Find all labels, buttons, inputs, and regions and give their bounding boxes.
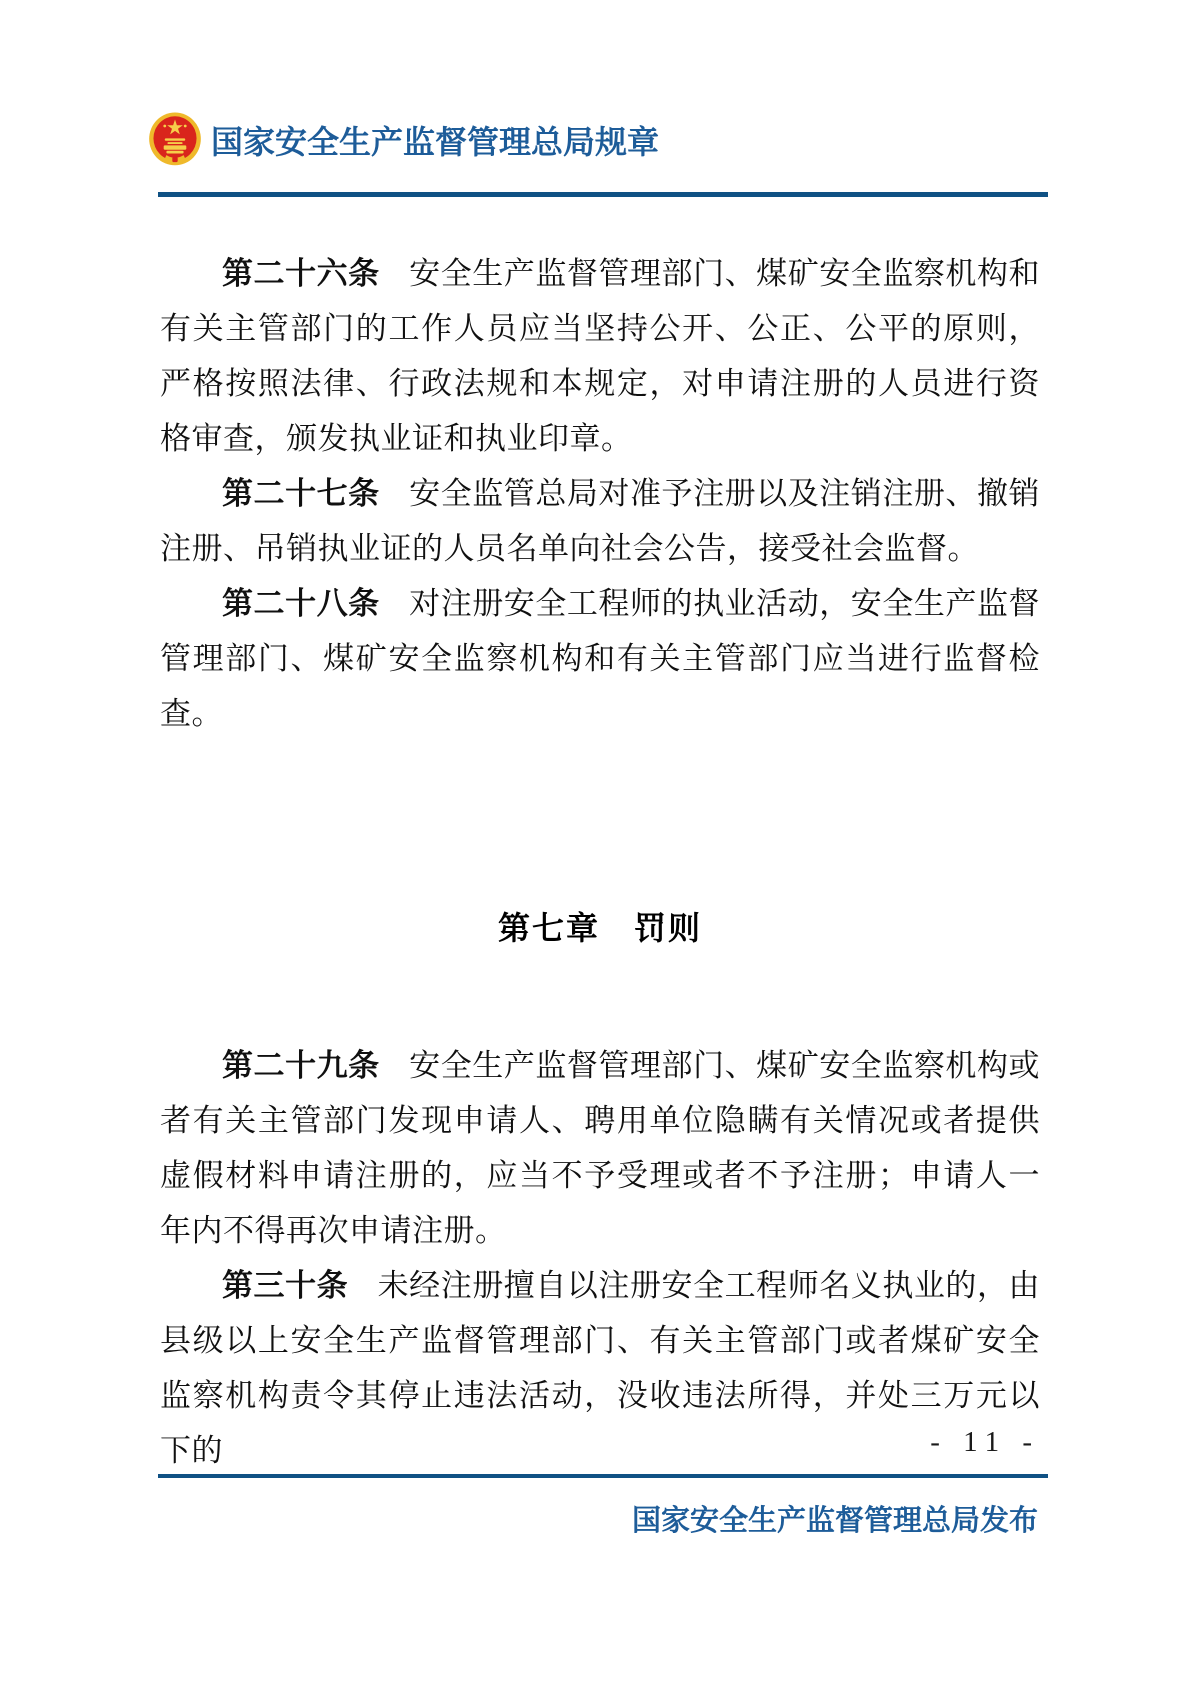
article-paragraph	[160, 246, 1040, 466]
article-number: 第二十八条	[222, 586, 380, 621]
article-text: 安全监管总局对准予注册以及注销注册、撤销注册、吊销执业证的人员名单向社会公告，接受社会监督。	[160, 476, 1041, 566]
page-header	[148, 112, 1048, 168]
article-text: 安全生产监督管理部门、煤矿安全监察机构和有关主管部门的工作人员应当坚持公开、公正、公平的原则，严格按照法律、行政法规和本规定，对申请注册的人员进行资格审查，颁发执业证和执业印章。	[160, 256, 1041, 456]
china-national-emblem-icon	[148, 112, 202, 168]
header-title: 国家安全生产监督管理总局规章	[211, 124, 660, 160]
article-text: 对注册安全工程师的执业活动，安全生产监督管理部门、煤矿安全监察机构和有关主管部门应当进行监督检查。	[160, 586, 1041, 731]
article-paragraph	[160, 1258, 1040, 1478]
chapter-heading: 第七章 罚则	[497, 910, 702, 946]
page-number: - 11 -	[930, 1426, 1040, 1458]
footer-publisher: 国家安全生产监督管理总局发布	[631, 1505, 1038, 1537]
article-paragraph	[160, 466, 1040, 576]
article-number: 第二十六条	[222, 256, 380, 291]
article-number: 第二十九条	[222, 1048, 380, 1083]
article-paragraph	[160, 1038, 1040, 1258]
footer-divider	[158, 1474, 1048, 1478]
article-paragraph	[160, 576, 1040, 741]
article-text: 未经注册擅自以注册安全工程师名义执业的，由县级以上安全生产监督管理部门、有关主管部门或者煤矿安全监察机构责令其停止违法活动，没收违法所得，并处三万元以下的	[160, 1268, 1041, 1468]
header-divider	[158, 192, 1048, 197]
article-text: 安全生产监督管理部门、煤矿安全监察机构或者有关主管部门发现申请人、聘用单位隐瞒有关情况或者提供虚假材料申请注册的，应当不予受理或者不予注册；申请人一年内不得再次申请注册。	[160, 1048, 1041, 1248]
document-body	[160, 246, 1040, 1478]
article-number: 第二十七条	[222, 476, 380, 511]
article-number: 第三十条	[222, 1268, 349, 1303]
